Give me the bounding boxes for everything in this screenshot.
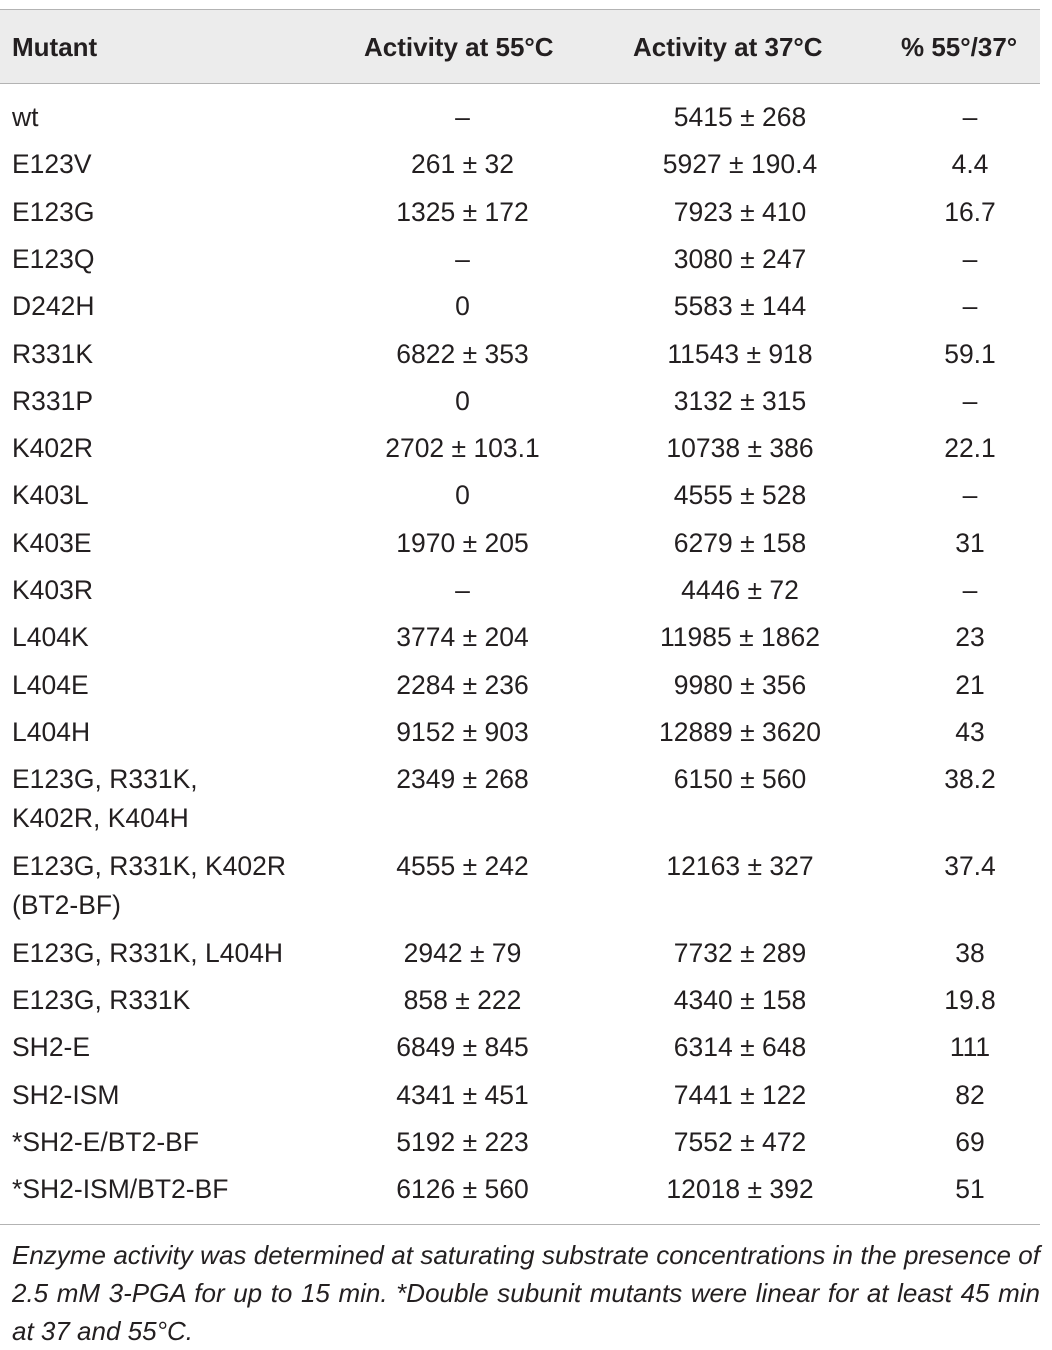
cell-percent: 21 [955,669,985,700]
cell-activity-37: 5927 ± 190.4 [662,149,818,180]
cell-activity-55: 1970 ± 205 [396,527,529,558]
cell-percent: 38 [955,937,985,968]
cell-percent: – [962,243,978,274]
cell-activity-37: 10738 ± 386 [666,433,814,464]
cell-mutant: E123G, R331K, K402R [12,851,287,881]
cell-mutant: K402R [12,433,94,464]
header-activity-37: Activity at 37°C [633,32,823,62]
cell-activity-37: 4446 ± 72 [681,575,799,605]
cell-mutant: L404H [12,716,91,747]
cell-percent: 43 [955,716,985,747]
cell-activity-37: 7732 ± 289 [673,937,807,968]
cell-activity-55: – [455,575,470,605]
cell-activity-55: 2284 ± 236 [396,669,529,700]
cell-activity-37: 9980 ± 356 [673,669,807,700]
cell-mutant: SH2-E [12,1032,91,1063]
cell-mutant: SH2-ISM [12,1079,120,1110]
cell-percent: 23 [955,622,985,653]
cell-percent: 82 [955,1079,985,1110]
cell-activity-55: 261 ± 32 [411,149,514,180]
cell-activity-37: 6150 ± 560 [673,764,807,795]
cell-percent: – [962,102,978,132]
bottom-rule [0,1224,1040,1225]
cell-mutant: E123Q [12,243,95,274]
cell-activity-37: 11543 ± 918 [667,338,813,369]
cell-mutant: L404E [12,669,89,700]
cell-activity-55: 858 ± 222 [403,985,522,1016]
cell-activity-55: 2702 ± 103.1 [385,433,540,464]
cell-activity-55: 6126 ± 560 [396,1174,529,1205]
header-rule [0,83,1040,84]
cell-activity-37: 6314 ± 648 [673,1032,807,1063]
cell-activity-55: 6849 ± 845 [396,1032,529,1063]
cell-percent: – [962,575,978,605]
cell-activity-55: 1325 ± 172 [396,196,529,227]
cell-activity-37: 12889 ± 3620 [659,716,821,747]
cell-activity-37: 12163 ± 327 [666,851,814,881]
cell-mutant: D242H [12,291,95,322]
cell-activity-37: 11985 ± 1862 [660,622,820,653]
cell-mutant: E123G, R331K [12,985,191,1016]
cell-mutant: *SH2-E/BT2-BF [12,1127,200,1157]
cell-mutant: E123G, R331K, L404H [12,937,284,968]
cell-activity-55: 0 [455,480,470,511]
cell-percent: 22.1 [944,433,996,464]
cell-mutant: wt [12,102,39,132]
cell-activity-55: 3774 ± 204 [396,622,529,653]
cell-percent: 59.1 [944,338,996,369]
cell-percent: 31 [955,527,985,558]
cell-activity-37: 7923 ± 410 [673,196,807,227]
cell-activity-37: 5415 ± 268 [673,102,807,132]
cell-activity-55: – [455,243,470,274]
cell-percent: – [962,480,978,511]
cell-activity-55: 2942 ± 79 [403,937,522,968]
cell-mutant: *SH2-ISM/BT2-BF [12,1174,229,1205]
cell-activity-55: 6822 ± 353 [396,338,529,369]
cell-mutant: (BT2-BF) [12,890,121,920]
cell-mutant: E123V [12,149,92,180]
cell-mutant: R331K [12,338,94,369]
cell-activity-55: 5192 ± 223 [396,1127,529,1157]
cell-mutant: K403R [12,575,94,605]
cell-activity-55: 4341 ± 451 [396,1079,529,1110]
cell-activity-55: 9152 ± 903 [396,716,529,747]
cell-mutant: K403E [12,527,92,558]
header-mutant: Mutant [12,32,98,62]
cell-percent: – [962,291,978,322]
cell-percent: 16.7 [944,196,996,227]
cell-mutant: L404K [12,622,89,653]
cell-activity-37: 7441 ± 122 [673,1079,807,1110]
header-percent: % 55°/37° [901,32,1018,62]
cell-percent: 19.8 [944,985,996,1016]
cell-percent: 4.4 [951,149,989,180]
top-rule [0,9,1040,10]
cell-activity-37: 7552 ± 472 [673,1127,807,1157]
cell-activity-37: 6279 ± 158 [673,527,807,558]
cell-activity-37: 4340 ± 158 [673,985,807,1016]
cell-mutant: K402R, K404H [12,803,189,834]
cell-mutant: E123G, R331K, [12,764,198,795]
cell-percent: 51 [955,1174,985,1205]
cell-activity-37: 5583 ± 144 [673,291,807,322]
cell-activity-37: 4555 ± 528 [673,480,807,511]
table-footnote: Enzyme activity was determined at saturating substrate concentrations in the presence of 2.5 mM 3-PGA for up to 15 min. *Double subunit mutants were linear for at least 45 min at 37 and 55°C. [12,1240,1040,1346]
cell-percent: 111 [949,1032,991,1063]
cell-activity-37: 3080 ± 247 [673,243,807,274]
cell-activity-55: 0 [455,385,470,416]
cell-percent: 37.4 [944,851,996,881]
cell-mutant: E123G [12,196,95,227]
header-activity-55: Activity at 55°C [364,32,554,62]
cell-percent: – [962,385,978,416]
cell-activity-55: 0 [455,291,470,322]
cell-activity-37: 3132 ± 315 [673,385,807,416]
cell-activity-37: 12018 ± 392 [666,1174,814,1205]
cell-mutant: R331P [12,385,94,416]
cell-percent: 38.2 [944,764,996,795]
cell-percent: 69 [955,1127,985,1157]
cell-activity-55: 4555 ± 242 [396,851,529,881]
cell-activity-55: – [455,102,470,132]
cell-mutant: K403L [12,480,89,511]
cell-activity-55: 2349 ± 268 [396,764,529,795]
